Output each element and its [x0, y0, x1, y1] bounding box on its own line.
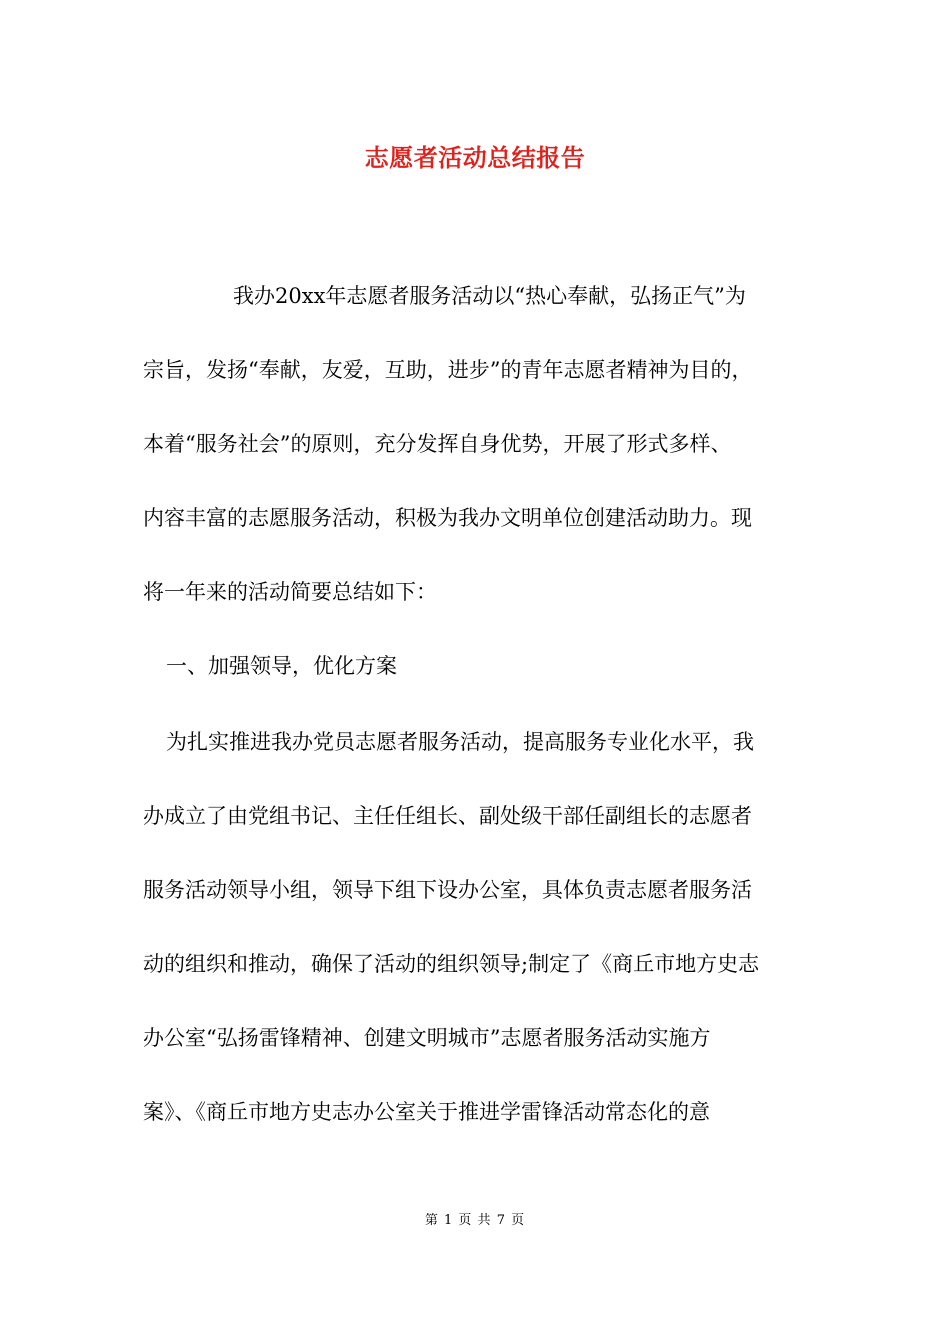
paragraph-line: 服务活动领导小组，领导下组下设办公室，具体负责志愿者服务活	[143, 878, 752, 902]
page-number-footer: 第 1 页 共 7 页	[424, 1213, 526, 1228]
document-title: 志愿者活动总结报告	[364, 143, 586, 172]
paragraph-line: 办公室“弘扬雷锋精神、创建文明城市”志愿者服务活动实施方	[143, 1026, 711, 1050]
paragraph-line: 本着“服务社会”的原则，充分发挥自身优势，开展了形式多样、	[143, 432, 732, 456]
paragraph-line: 案》、《商丘市地方史志办公室关于推进学雷锋活动常态化的意	[143, 1100, 710, 1124]
section-heading: 一、加强领导，优化方案	[166, 654, 397, 678]
paragraph-line: 为扎实推进我办党员志愿者服务活动，提高服务专业化水平，我	[166, 730, 754, 754]
paragraph-line: 内容丰富的志愿服务活动，积极为我办文明单位创建活动助力。现	[143, 506, 752, 530]
paragraph-line: 宗旨，发扬“奉献，友爱，互助，进步”的青年志愿者精神为目的，	[143, 358, 753, 382]
paragraph-line: 我办20xx年志愿者服务活动以“热心奉献，弘扬正气”为	[233, 284, 746, 308]
paragraph-line: 将一年来的活动简要总结如下：	[143, 580, 437, 604]
paragraph-line: 办成立了由党组书记、主任任组长、副处级干部任副组长的志愿者	[143, 804, 752, 828]
paragraph-line: 动的组织和推动，确保了活动的组织领导;制定了《商丘市地方史志	[143, 952, 760, 976]
